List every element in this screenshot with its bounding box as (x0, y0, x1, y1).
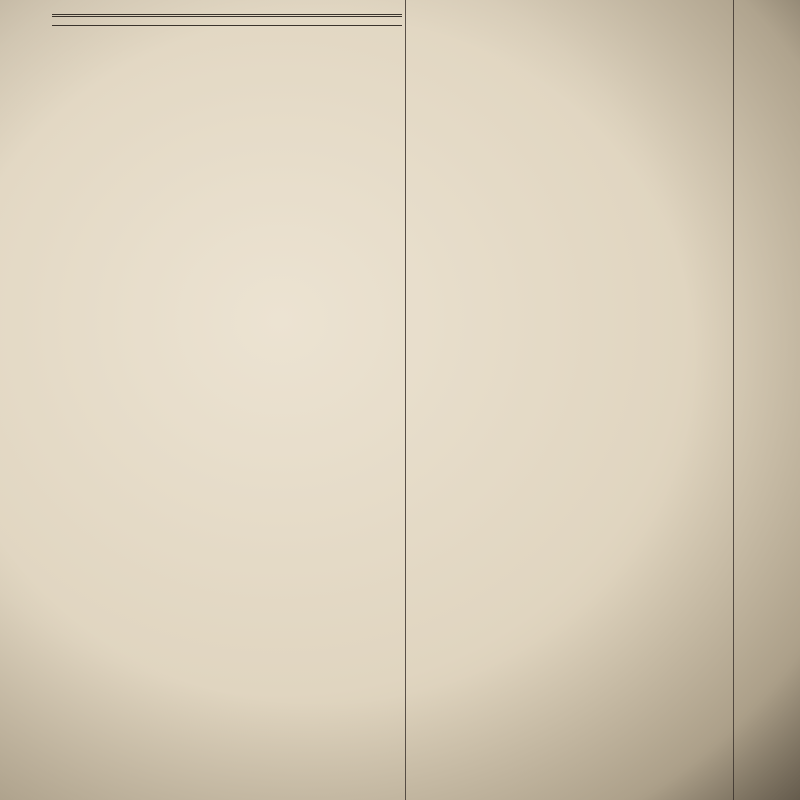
section-divider (52, 14, 402, 17)
column-left (52, 0, 402, 800)
column-right-cropped (735, 0, 800, 800)
column-rule (405, 0, 406, 800)
heading-rule (52, 25, 402, 26)
column-middle (408, 0, 748, 800)
column-rule (733, 0, 734, 800)
